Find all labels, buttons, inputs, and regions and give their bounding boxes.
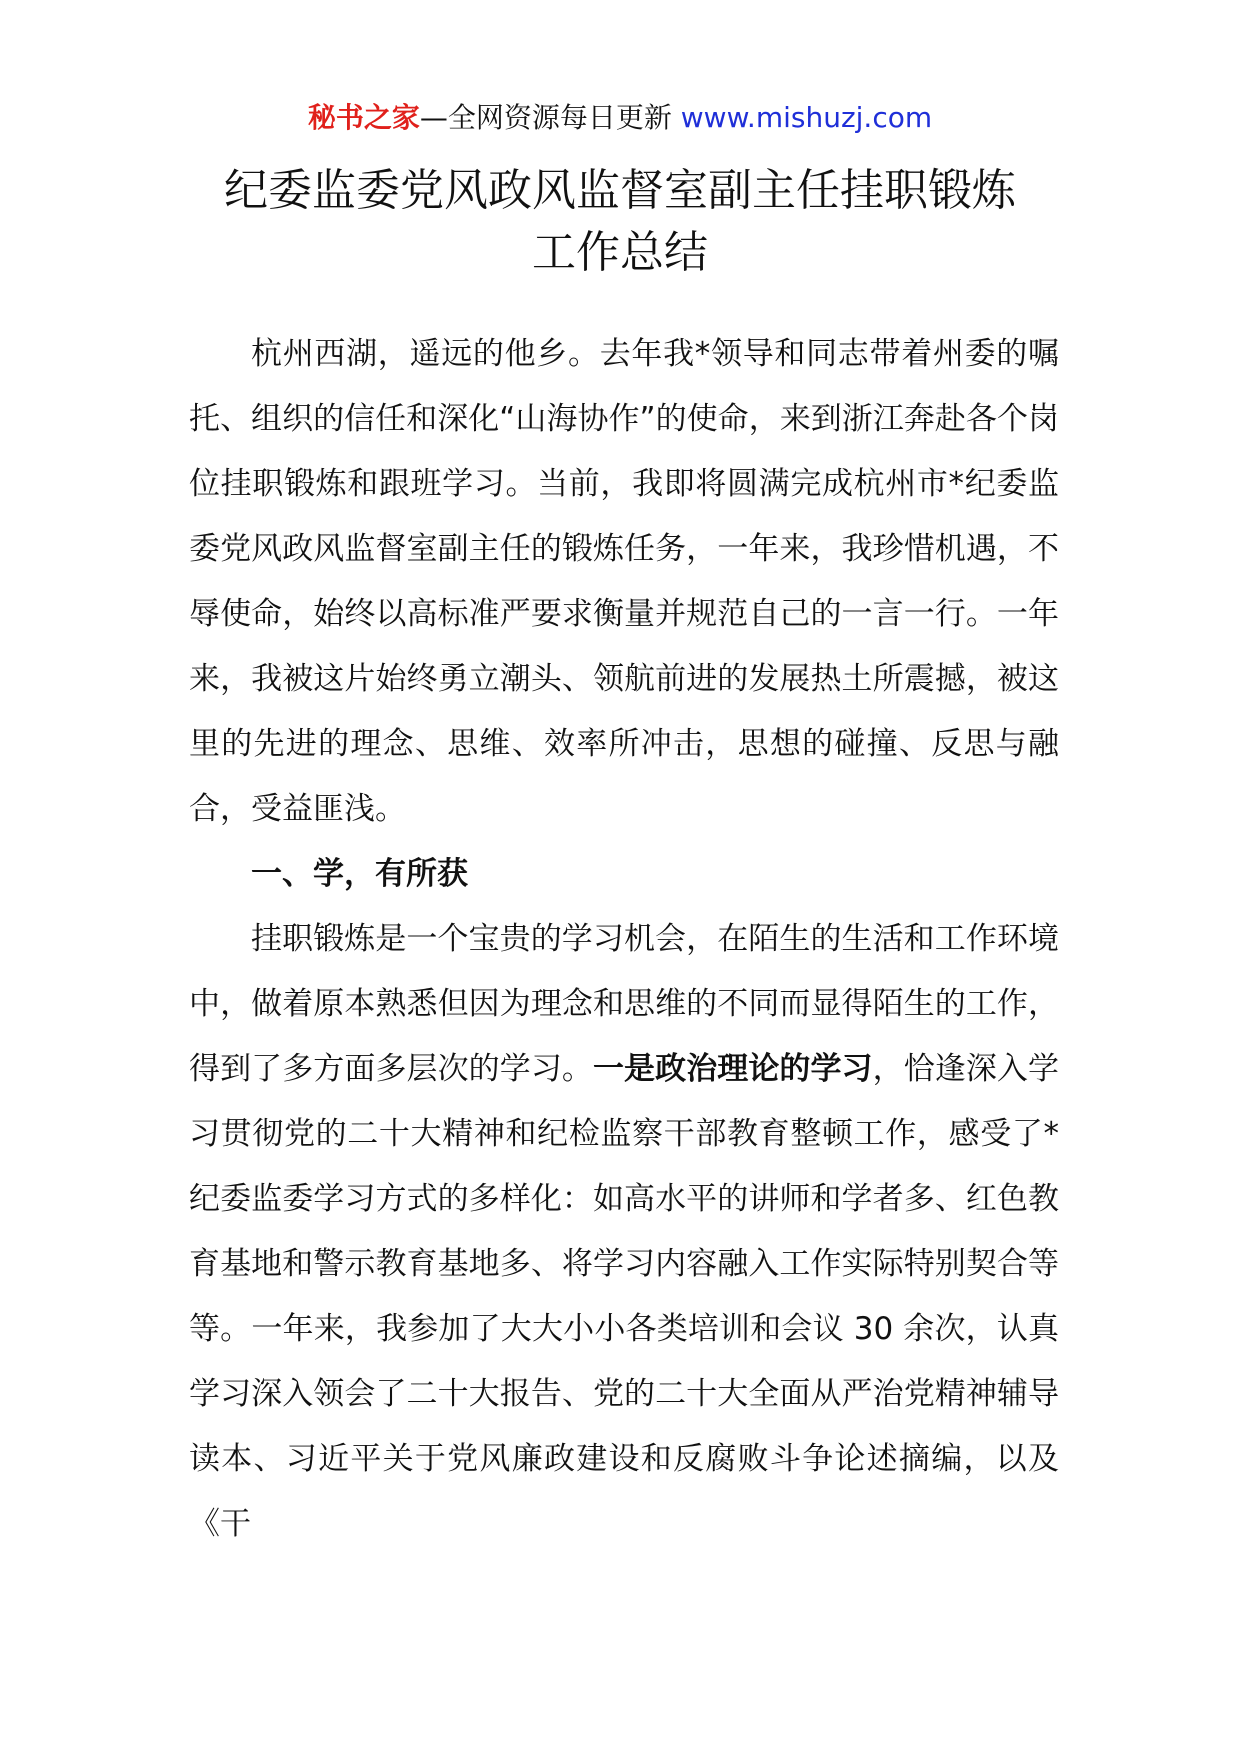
- title-line-2: 工作总结: [532, 227, 708, 278]
- section-heading: 一、学，有所获: [251, 856, 468, 892]
- paragraph-text-start: 挂职锻炼是一个宝贵的学习机会，在陌生的生活和工作环境中，做着原本熟悉但因为理念和思维的不同而显得陌生的工作，得到了多方面多层次的学习。: [189, 921, 1059, 1087]
- title-line-1: 纪委监委党风政风监督室副主任挂职锻炼: [224, 165, 1016, 216]
- section-paragraph: [189, 907, 1059, 1557]
- header-tagline: —全网资源每日更新: [419, 101, 681, 134]
- site-header: [0, 98, 1240, 138]
- paragraph-bold-lead: 一是政治理论的学习: [592, 1051, 873, 1087]
- site-url-link[interactable]: www.mishuzj.com: [680, 101, 933, 134]
- document-title: [150, 160, 1090, 284]
- paragraph-text-end: ，恰逢深入学习贯彻党的二十大精神和纪检监察干部教育整顿工作，感受了*纪委监委学习方式的多样化：如高水平的讲师和学者多、红色教育基地和警示教育基地多、将学习内容融入工作实际特别契合等等。一年来，我参加了大大小小各类培训和会议 30 余次，认真学习深入领会了二十大报告、党的二十大全面从严治党精神辅导读本、习近平关于党风廉政建设和反腐败斗争论述摘编，以及《干: [189, 1051, 1060, 1542]
- intro-paragraph: 杭州西湖，遥远的他乡。去年我*领导和同志带着州委的嘱托、组织的信任和深化“山海协作”的使命，来到浙江奔赴各个岗位挂职锻炼和跟班学习。当前，我即将圆满完成杭州市*纪委监委党风政风监督室副主任的锻炼任务，一年来，我珍惜机遇，不辱使命，始终以高标准严要求衡量并规范自己的一言一行。一年来，我被这片始终勇立潮头、领航前进的发展热土所震撼，被这里的先进的理念、思维、效率所冲击，思想的碰撞、反思与融合，受益匪浅。: [189, 336, 1059, 827]
- document-body: [189, 322, 1059, 1557]
- brand-name: 秘书之家: [307, 101, 420, 134]
